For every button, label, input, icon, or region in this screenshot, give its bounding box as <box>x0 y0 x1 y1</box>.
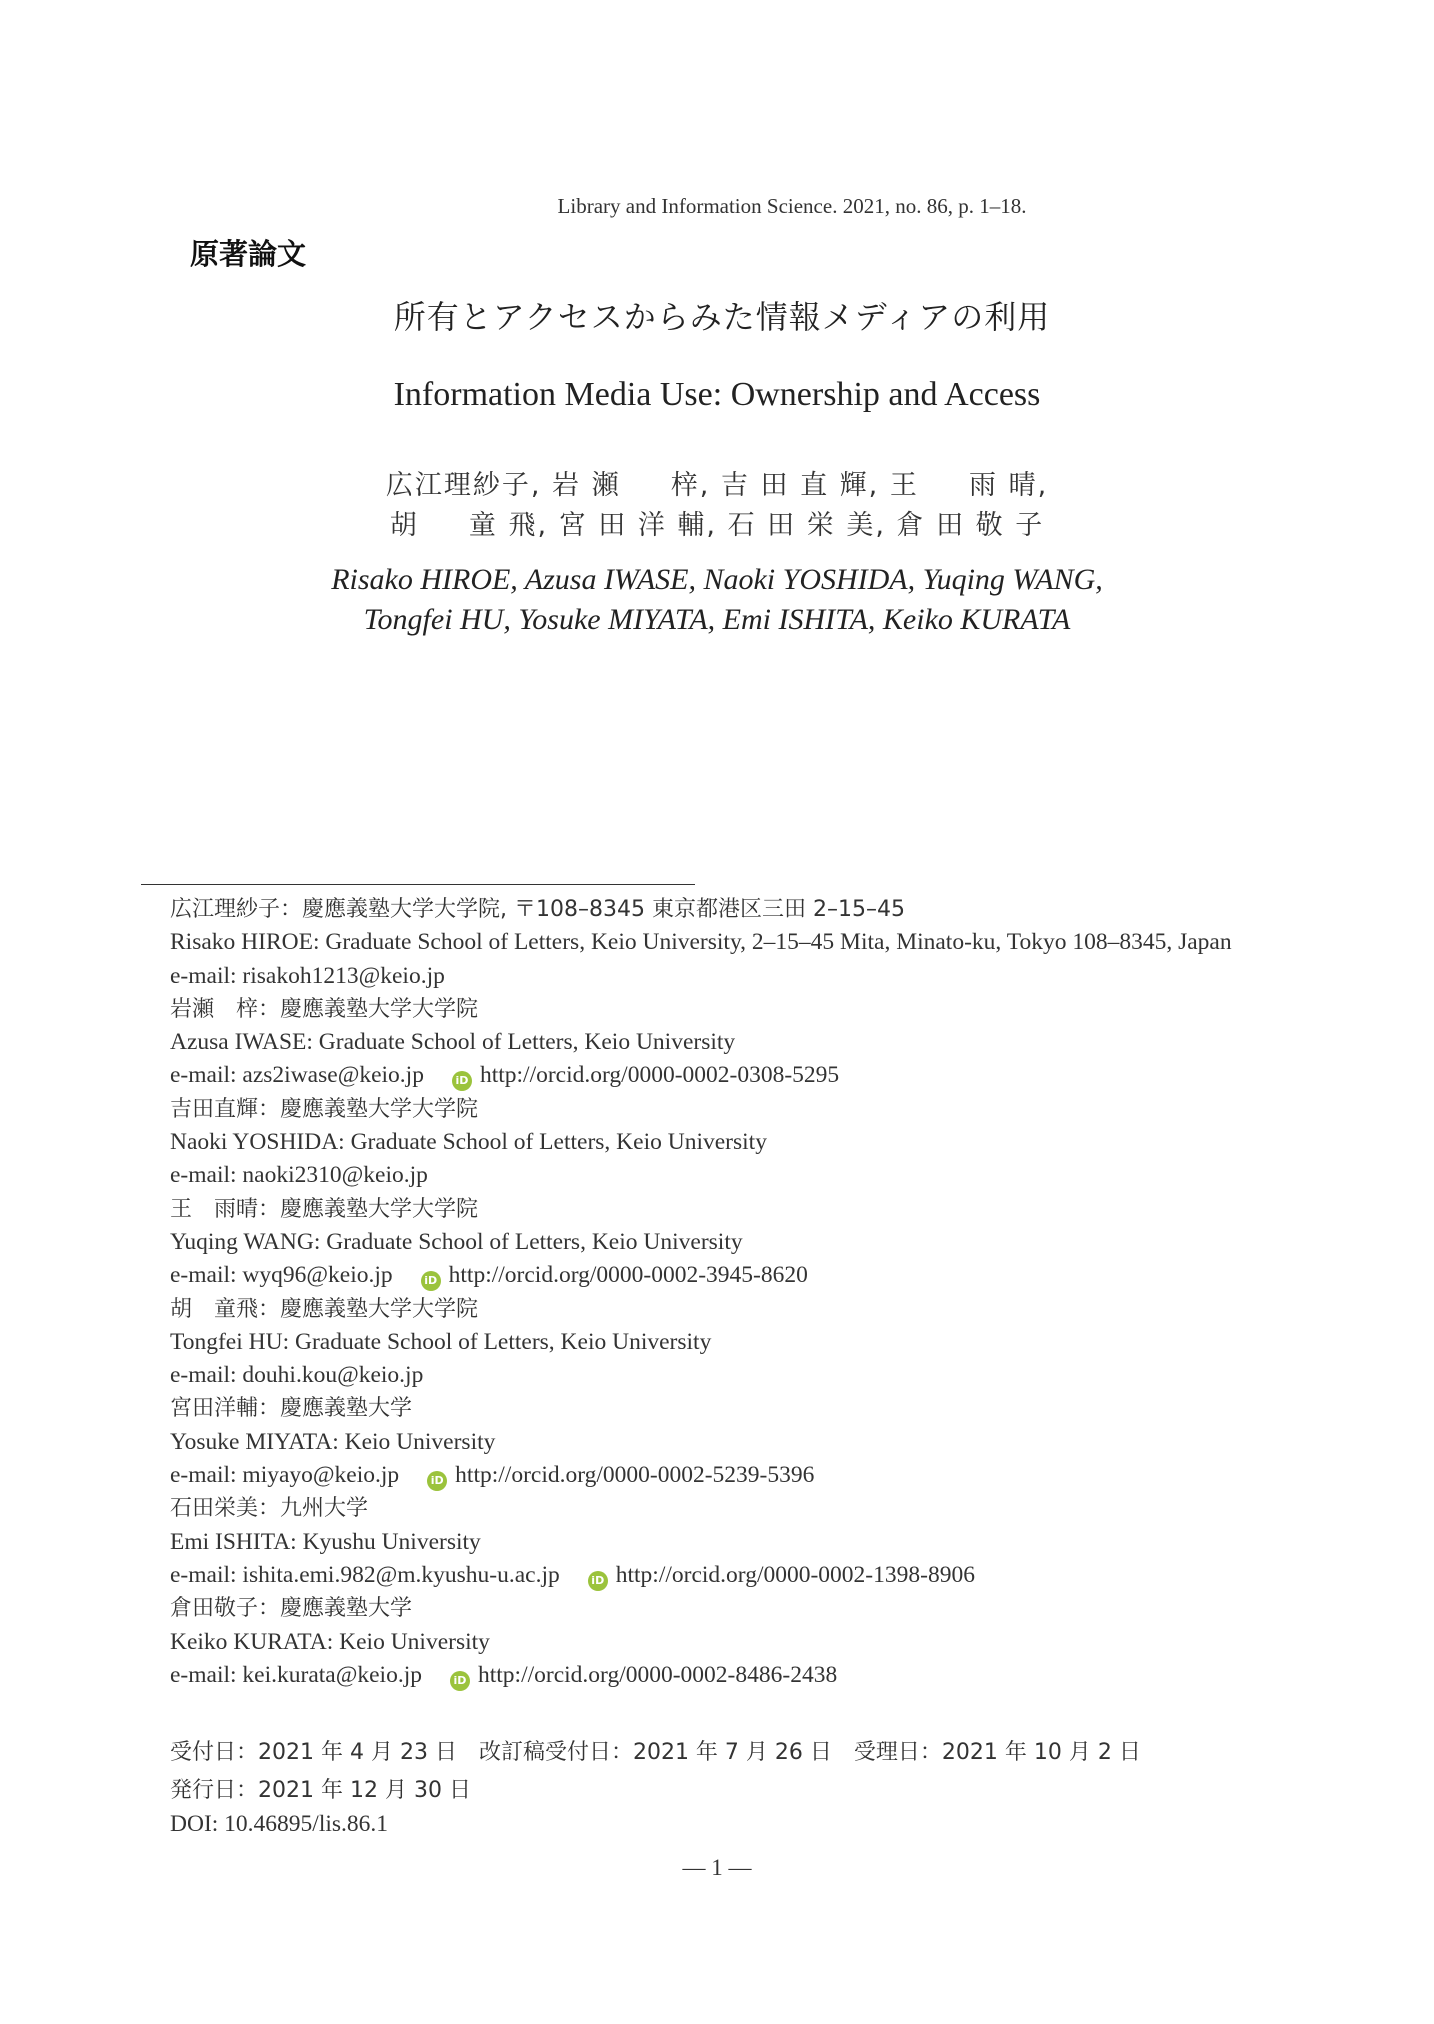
submission-dates: 受付日：2021 年 4 月 23 日 改訂稿受付日：2021 年 7 月 26 日 受理日：2021 年 10 月 2 日 <box>170 1740 1141 1765</box>
footnote-affiliation-en: Yosuke MIYATA: Keio University <box>170 1428 496 1455</box>
footnote-affiliation-ja: 王 雨晴：慶應義塾大学大学院 <box>170 1196 479 1222</box>
doi[interactable]: DOI: 10.46895/lis.86.1 <box>170 1811 389 1837</box>
footnote-affiliation-en: Tongfei HU: Graduate School of Letters, Keio University <box>170 1328 712 1355</box>
title-japanese: 所有とアクセスからみた情報メディアの利用 <box>393 298 1051 336</box>
journal-citation: Library and Information Science. 2021, no. 86, p. 1–18. <box>557 194 1027 218</box>
footnote-affiliation-en: Azusa IWASE: Graduate School of Letters, Keio University <box>170 1029 736 1056</box>
footnote-affiliation-en: Emi ISHITA: Kyushu University <box>170 1528 481 1555</box>
footnote-affiliation-en: Yuqing WANG: Graduate School of Letters, Keio University <box>170 1228 743 1255</box>
orcid-icon: iD <box>450 1671 470 1691</box>
footnote-divider <box>141 884 695 885</box>
orcid-link[interactable]: http://orcid.org/0000-0002-1398-8906 <box>615 1561 975 1588</box>
orcid-icon: iD <box>427 1471 447 1491</box>
orcid-icon: iD <box>421 1271 441 1291</box>
footnote-email[interactable]: e-mail: risakoh1213@keio.jp <box>170 962 445 989</box>
author-footnotes <box>170 893 1300 1692</box>
footnote-contact-line <box>170 1459 1300 1492</box>
authors-english-line-2: Tongfei HU, Yosuke MIYATA, Emi ISHITA, Keiko KURATA <box>363 603 1071 636</box>
footnote-affiliation-en: Keiko KURATA: Keio University <box>170 1628 490 1655</box>
footnote-email[interactable]: e-mail: wyq96@keio.jp <box>170 1262 393 1289</box>
footnote-affiliation-ja: 胡 童飛：慶應義塾大学大学院 <box>170 1296 479 1322</box>
footnote-email[interactable]: e-mail: miyayo@keio.jp <box>170 1462 400 1489</box>
footnote-affiliation-ja: 吉田直輝：慶應義塾大学大学院 <box>170 1096 479 1122</box>
title-english: Information Media Use: Ownership and Access <box>393 376 1041 413</box>
footnote-contact-line <box>170 1059 1300 1092</box>
footnote-contact-line <box>170 1659 1300 1692</box>
orcid-icon: iD <box>452 1071 472 1091</box>
page-number: — 1 — <box>682 1855 752 1880</box>
orcid-link[interactable]: http://orcid.org/0000-0002-3945-8620 <box>448 1262 808 1289</box>
orcid-link[interactable]: http://orcid.org/0000-0002-5239-5396 <box>455 1462 815 1489</box>
orcid-link[interactable]: http://orcid.org/0000-0002-8486-2438 <box>477 1661 838 1688</box>
orcid-icon: iD <box>588 1571 608 1591</box>
authors-english-line-1: Risako HIROE, Azusa IWASE, Naoki YOSHIDA, Yuqing WANG, <box>331 563 1103 596</box>
footnote-affiliation-ja: 岩瀬 梓：慶應義塾大学大学院 <box>170 996 479 1022</box>
footnote-affiliation-en: Naoki YOSHIDA: Graduate School of Letters, Keio University <box>170 1129 767 1156</box>
footnote-contact-line <box>170 1259 1300 1292</box>
article-type-label: 原著論文 <box>190 237 307 271</box>
footnote-affiliation-en: Risako HIROE: Graduate School of Letters, Keio University, 2–15–45 Mita, Minato-ku, Tokyo 108–8345, Japan <box>170 929 1232 956</box>
orcid-link[interactable]: http://orcid.org/0000-0002-0308-5295 <box>479 1062 840 1089</box>
footnote-email[interactable]: e-mail: douhi.kou@keio.jp <box>170 1362 424 1389</box>
authors-japanese-line-2: 胡 童 飛, 宮 田 洋 輔, 石 田 栄 美, 倉 田 敬 子 <box>389 510 1045 541</box>
footnote-email[interactable]: e-mail: naoki2310@keio.jp <box>170 1162 428 1189</box>
footnote-affiliation-ja: 石田栄美：九州大学 <box>170 1496 369 1522</box>
footnote-email[interactable]: e-mail: kei.kurata@keio.jp <box>170 1661 422 1688</box>
footnote-affiliation-ja: 広江理紗子：慶應義塾大学大学院, 〒108–8345 東京都港区三田 2–15–45 <box>170 897 905 922</box>
footnote-affiliation-ja: 宮田洋輔：慶應義塾大学 <box>170 1396 413 1422</box>
authors-japanese-line-1: 広江理紗子, 岩 瀬 梓, 吉 田 直 輝, 王 雨 晴, <box>385 470 1049 501</box>
footnote-affiliation-ja: 倉田敬子：慶應義塾大学 <box>170 1596 413 1622</box>
publication-date: 発行日：2021 年 12 月 30 日 <box>170 1778 471 1803</box>
footnote-contact-line <box>170 1559 1300 1592</box>
footnote-email[interactable]: e-mail: azs2iwase@keio.jp <box>170 1062 424 1089</box>
footnote-email[interactable]: e-mail: ishita.emi.982@m.kyushu-u.ac.jp <box>170 1561 560 1588</box>
